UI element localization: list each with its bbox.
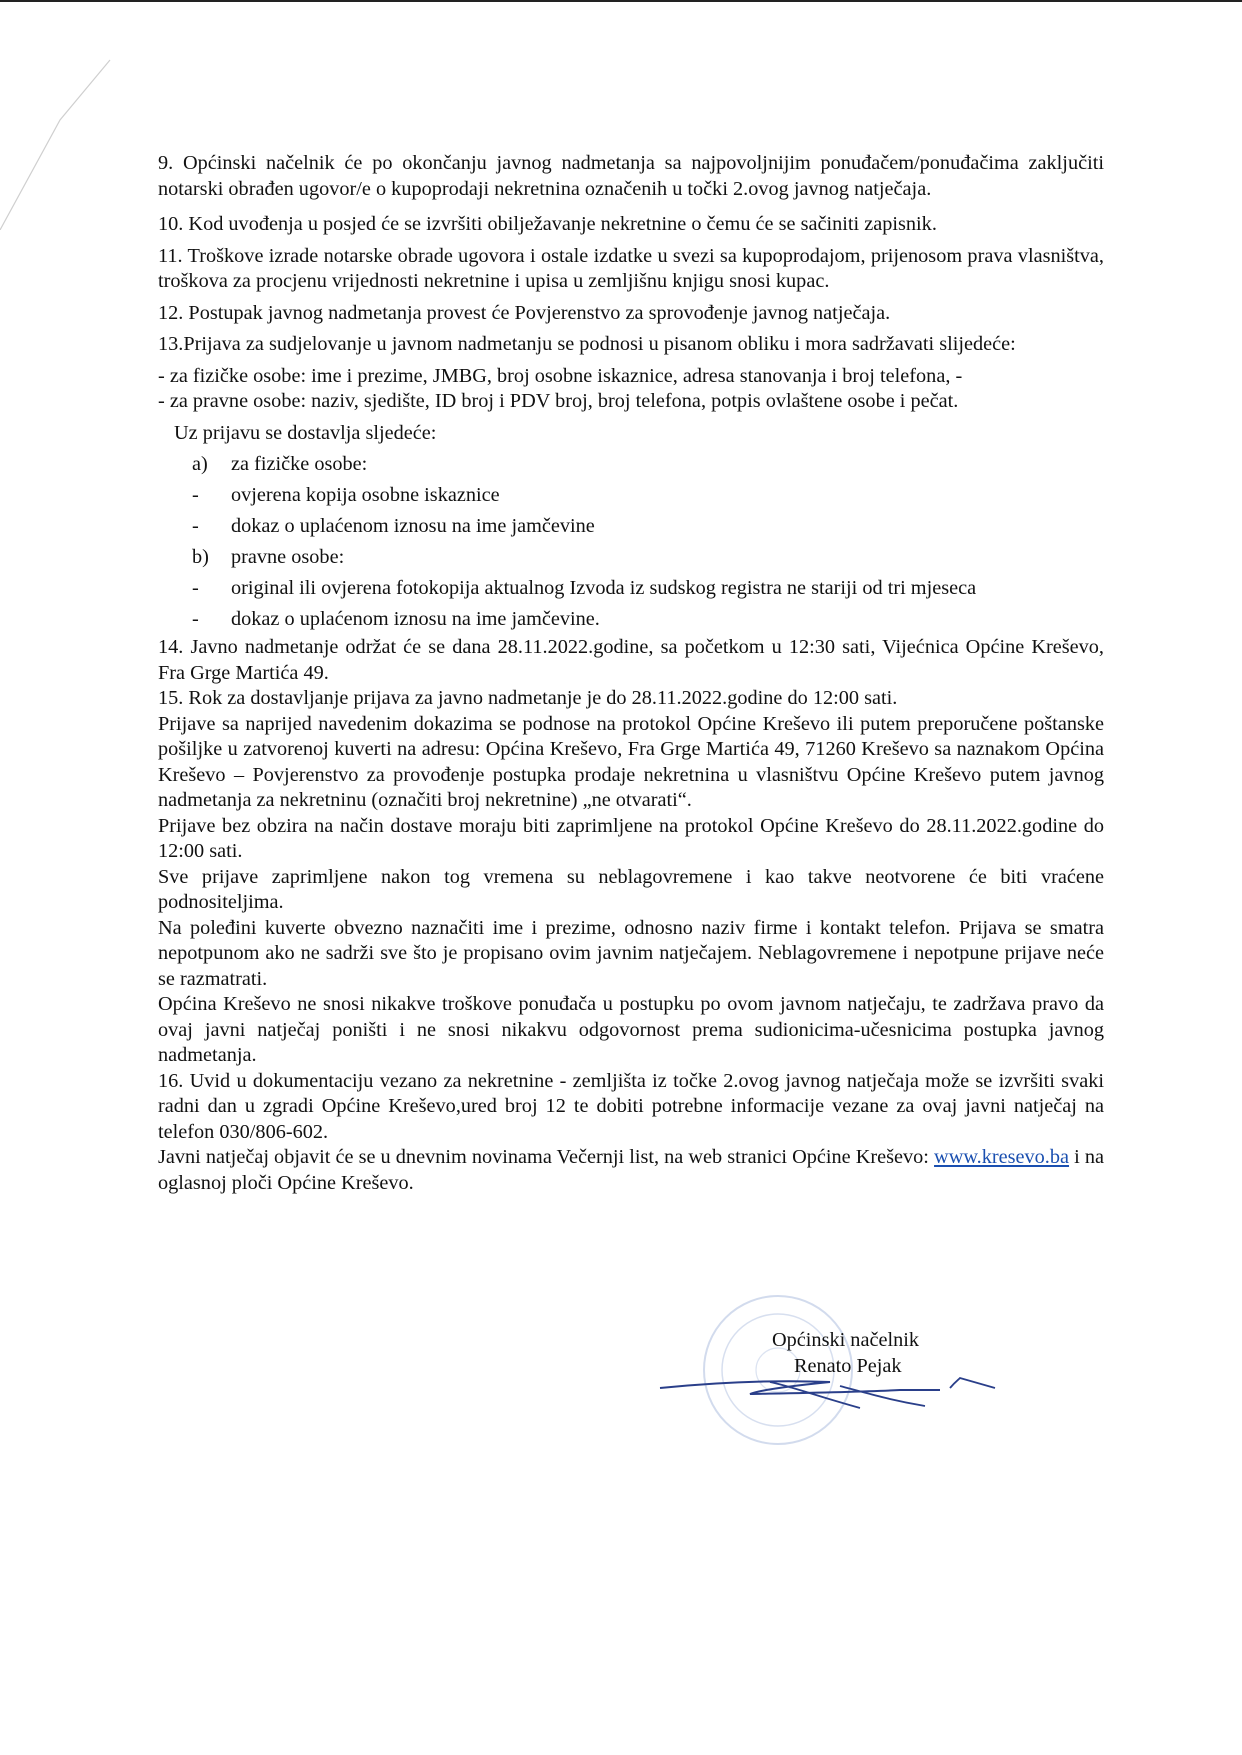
list-item	[158, 480, 1104, 511]
list-item-text: za fizičke osobe:	[231, 453, 368, 475]
list-item-text: dokaz o uplaćenom iznosu na ime jamčevine.	[231, 608, 600, 630]
paragraph-15-costs: Općina Kreševo ne snosi nikakve troškove ponuđača u postupku po ovom javnom natječaju, te zadržava pravo da ovaj javni natječaj poništi i ne snosi nikakvu odgovornost prema sudionicima-učesnicima postupka javnog nadmetanja.	[158, 993, 1104, 1066]
list-item-text: dokaz o uplaćenom iznosu na ime jamčevine	[231, 515, 595, 537]
list-marker: -	[192, 515, 199, 537]
list-item	[158, 449, 1104, 480]
website-link[interactable]: www.kresevo.ba	[934, 1146, 1070, 1168]
paragraph-15-deadline: Prijave bez obzira na način dostave moraju biti zaprimljene na protokol Općine Kreševo do 28.11.2022.godine do 12:00 sati.	[158, 814, 1104, 862]
signatory-name: Renato Pejak	[794, 1355, 902, 1377]
paragraph-15: 15. Rok za dostavljanje prijava za javno nadmetanje je do 28.11.2022.godine do 12:00 sati.	[158, 687, 898, 709]
paragraph-13-natural-persons: - za fizičke osobe: ime i prezime, JMBG, broj osobne iskaznice, adresa stanovanja i broj telefona, -	[158, 364, 963, 387]
attachments-heading: Uz prijavu se dostavlja sljedeće:	[174, 421, 437, 444]
paragraph-10: 10. Kod uvođenja u posjed će se izvršiti obilježavanje nekretnine o čemu će se sačiniti zapisnik.	[158, 213, 937, 235]
list-item-text: pravne osobe:	[231, 546, 345, 568]
list-marker: -	[192, 608, 199, 630]
document-body	[158, 151, 1104, 1196]
attachments-list	[158, 449, 1104, 635]
paragraph-13: 13.Prijava za sudjelovanje u javnom nadmetanju se podnosi u pisanom obliku i mora sadržavati slijedeće:	[158, 333, 1016, 355]
scan-fold-mark	[0, 0, 120, 230]
paragraph-16: 16. Uvid u dokumentaciju vezano za nekretnine - zemljišta iz točke 2.ovog javnog natječaja može se izvršiti svaki radni dan u zgradi Općine Kreševo,ured broj 12 te dobiti potrebne informacije vezane za ovaj javni natječaj na telefon 030/806-602.	[158, 1069, 1104, 1143]
paragraph-12: 12. Postupak javnog nadmetanja provest će Povjerenstvo za sprovođenje javnog natječaja.	[158, 301, 891, 324]
list-marker: a)	[192, 453, 208, 475]
paragraph-9: 9. Općinski načelnik će po okončanju javnog nadmetanja sa najpovoljnijim ponuđačem/ponuđačima zaključiti notarski obrađen ugovor/e o kupoprodaji nekretnina označenih u točki 2.ovog javnog natječaja.	[158, 152, 1104, 200]
list-item	[158, 604, 1104, 635]
list-item	[158, 573, 1104, 604]
publication-text: Javni natječaj objavit će se u dnevnim novinama Večernji list, na web stranici Općine Kreševo:	[158, 1146, 935, 1168]
list-item-text: original ili ovjerena fotokopija aktualnog Izvoda iz sudskog registra ne stariji od tri mjeseca	[231, 577, 977, 599]
paragraph-publication	[158, 1145, 1104, 1196]
paragraph-11: 11. Troškove izrade notarske obrade ugovora i ostale izdatke u svezi sa kupoprodajom, prijenosom prava vlasništva, troškova za procjenu vrijednosti nekretnine i upisa u zemljišnu knjigu snosi kupac.	[158, 244, 1104, 292]
list-marker: b)	[192, 546, 209, 568]
signatory-title: Općinski načelnik	[772, 1329, 919, 1351]
list-marker: -	[192, 484, 199, 506]
signature-block	[640, 1290, 1020, 1440]
paragraph-15-envelope: Na poleđini kuverte obvezno naznačiti ime i prezime, odnosno naziv firme i kontakt telefon. Prijava se smatra nepotpunom ako ne sadrži sve što je propisano ovim javnim natječajem. Neblagovremene i nepotpune prijave neće se razmatrati.	[158, 916, 1104, 990]
paragraph-14: 14. Javno nadmetanje održat će se dana 28.11.2022.godine, sa početkom u 12:30 sati, Vijećnica Općine Kreševo, Fra Grge Martića 49.	[158, 636, 1104, 684]
list-item-text: ovjerena kopija osobne iskaznice	[231, 484, 500, 506]
list-marker: -	[192, 577, 199, 599]
publication-text-end: i na oglasnoj ploči Općine Kreševo.	[158, 1146, 1104, 1194]
scan-top-edge	[0, 0, 1242, 2]
paragraph-15-submission: Prijave sa naprijed navedenim dokazima se podnose na protokol Općine Kreševo ili putem preporučene poštanske pošiljke u zatvorenoj kuverti na adresu: Općina Kreševo, Fra Grge Martića 49, 71260 Kreševo sa naznakom Općina Kreševo – Povjerenstvo za provođenje postupka prodaje nekretnina u vlasništvu Općine Kreševo putem javnog nadmetanja za nekretninu (označiti broj nekretnine) „ne otvarati“.	[158, 712, 1104, 811]
paragraph-13-legal-persons: - za pravne osobe: naziv, sjedište, ID broj i PDV broj, broj telefona, potpis ovlaštene osobe i pečat.	[158, 390, 959, 412]
list-item	[158, 511, 1104, 542]
paragraph-15-late: Sve prijave zaprimljene nakon tog vremena su neblagovremene i kao takve neotvorene će biti vraćene podnositeljima.	[158, 865, 1104, 913]
list-item	[158, 542, 1104, 573]
handwritten-signature	[640, 1290, 1020, 1440]
